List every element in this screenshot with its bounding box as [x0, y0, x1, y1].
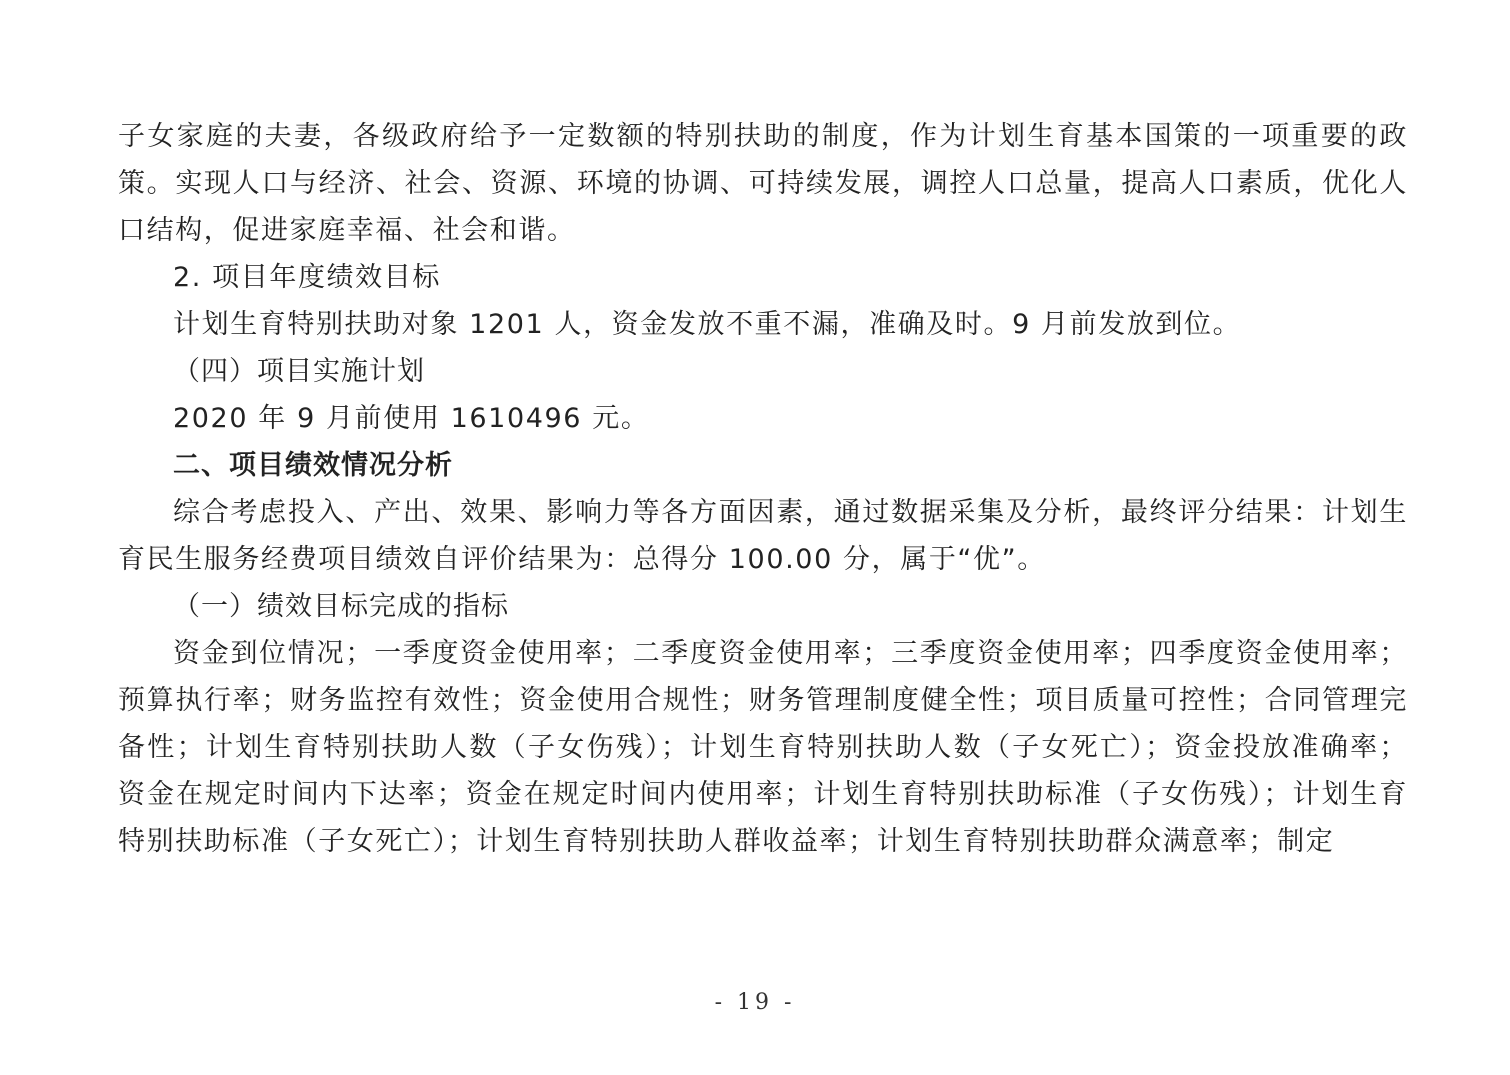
annual-goal-paragraph: 计划生育特别扶助对象 1201 人，资金发放不重不漏，准确及时。9 月前发放到位。: [173, 309, 1242, 340]
implementation-plan-paragraph: 2020 年 9 月前使用 1610496 元。: [173, 403, 650, 434]
page-number: - 19 -: [714, 990, 796, 1015]
section-heading-annual-goal: 2. 项目年度绩效目标: [173, 262, 441, 293]
section-heading-indicators: （一）绩效目标完成的指标: [173, 591, 509, 622]
section-heading-performance-analysis: 二、项目绩效情况分析: [173, 450, 453, 481]
policy-description-paragraph: 子女家庭的夫妻，各级政府给予一定数额的特别扶助的制度，作为计划生育基本国策的一项重要的政策。实现人口与经济、社会、资源、环境的协调、可持续发展，调控人口总量，提高人口素质，优化人口结构，促进家庭幸福、社会和谐。: [118, 121, 1408, 246]
indicators-paragraph: 资金到位情况；一季度资金使用率；二季度资金使用率；三季度资金使用率；四季度资金使用率；预算执行率；财务监控有效性；资金使用合规性；财务管理制度健全性；项目质量可控性；合同管理完备性；计划生育特别扶助人数（子女伤残）；计划生育特别扶助人数（子女死亡）；资金投放准确率； 资金在规定时间内下达率；资金在规定时间内使用率；计划生育特别扶助标准（子女伤残）；计划生育特别扶助标准（子女死亡）；计划生育特别扶助人群收益率；计划生育特别扶助群众满意率；制定: [118, 638, 1408, 857]
performance-analysis-paragraph: 综合考虑投入、产出、效果、影响力等各方面因素，通过数据采集及分析，最终评分结果：计划生育民生服务经费项目绩效自评价结果为：总得分 100.00 分，属于“优”。: [118, 497, 1408, 575]
document-body: [118, 113, 1408, 865]
section-heading-implementation-plan: （四）项目实施计划: [173, 356, 425, 387]
